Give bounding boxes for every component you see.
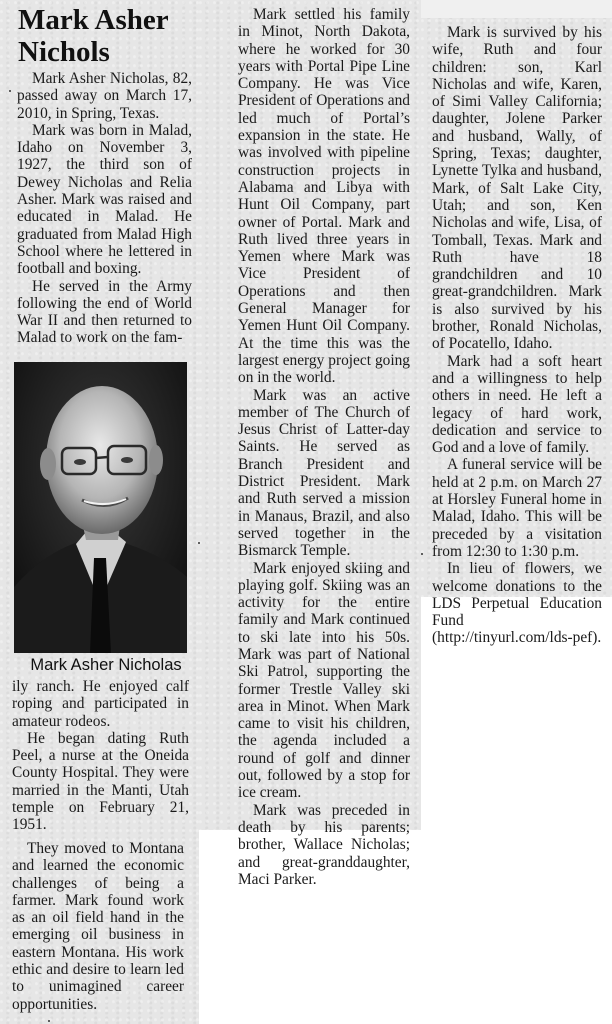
paragraph: In lieu of flowers, we welcome donations to the LDS Perpetual Education Fund (http://tinyurl.com/lds-pef). (432, 560, 602, 647)
paragraph: ily ranch. He enjoyed calf roping and participated in amateur rodeos. (12, 678, 189, 730)
paragraph: They moved to Montana and learned the economic challenges of being a farmer. Mark found work as an oil field hand in the emerging oil business in eastern Montana. His work ethic and desire to learn led to unimagined career opportunities. (12, 840, 184, 1013)
obituary-headline: Mark Asher Nichols (18, 4, 169, 68)
print-speck (9, 90, 11, 92)
print-speck (421, 553, 423, 555)
paragraph: Mark was born in Malad, Idaho on November 3, 1927, the third son of Dewey Nicholas and Relia Asher. Mark was raised and educated in Malad. He graduated from Malad High School where he lettered in football and boxing. (17, 121, 192, 278)
paragraph: Mark had a soft heart and a willingness to help others in need. He left a legacy of hard work, dedication and service to God and a love of family. (432, 352, 602, 457)
column-3-top-strip (421, 0, 612, 18)
paragraph: A funeral service will be held at 2 p.m. on March 27 at Horsley Funeral home in Malad, Idaho. This will be preceded by a visitation from 12:30 to 1:30 p.m. (432, 456, 602, 560)
photo-caption: Mark Asher Nicholas (30, 656, 182, 674)
paragraph: Mark was an active member of The Church of Jesus Christ of Latter-day Saints. He served as Branch President and District President. Mark and Ruth served a mission in Manaus, Brazil, and also served together in the Bismarck Temple. (238, 386, 410, 560)
column-3-text (432, 24, 602, 647)
paragraph: Mark settled his family in Minot, North Dakota, where he worked for 30 years with Portal Pipe Line Company. He was Vice President of Operations and led much of Portal’s expansion in the state. He was involved with pipeline construction projects in Alabama and Libya with Hunt Oil Company, part owner of Portal. Mark and Ruth lived three years in Yemen where Mark was Vice President of Operations and then General Manager for Yemen Hunt Oil Company. At the time this was the largest energy project going on in the world. (238, 6, 410, 387)
paragraph: Mark is survived by his wife, Ruth and four children: son, Karl Nicholas and wife, Karen, of Simi Valley California; daughter, Jolene Parker and husband, Wally, of Spring, Texas; daughter, Lynette Tylka and husband, Mark, of Salt Lake City, Utah; and son, Ken Nicholas and wife, Lisa, of Tomball, Texas. Mark and Ruth have 18 grandchildren and 10 great-grandchildren. Mark is also survived by his brother, Ronald Nicholas, of Pocatello, Idaho. (432, 24, 602, 353)
column-1-middle-text (12, 678, 189, 834)
print-speck (48, 1020, 50, 1022)
paragraph: Mark Asher Nicholas, 82, passed away on March 17, 2010, in Spring, Texas. (17, 70, 192, 122)
column-2-text (238, 6, 410, 888)
portrait-photo (14, 362, 187, 653)
paragraph: Mark enjoyed skiing and playing golf. Skiing was an activity for the entire family and Mark continued to ski late into his 50s. Mark was part of National Ski Patrol, supporting the former Trestle Valley ski area in Minot. When Mark came to visit his children, the agenda included a round of golf and dinner out, followed by a stop for ice cream. (238, 559, 410, 802)
paragraph: He served in the Army following the end of World War II and then returned to Malad to work on the fam- (17, 277, 192, 347)
column-1-top-text (17, 70, 192, 347)
paragraph: Mark was preceded in death by his parents; brother, Wallace Nicholas; and great-granddaughter, Maci Parker. (238, 801, 410, 888)
print-speck (198, 542, 200, 544)
paragraph: He began dating Ruth Peel, a nurse at the Oneida County Hospital. They were married in the Manti, Utah temple on February 21, 1951. (12, 729, 189, 834)
column-1-bottom-text (12, 840, 184, 1013)
portrait-photo-illustration (14, 362, 187, 653)
